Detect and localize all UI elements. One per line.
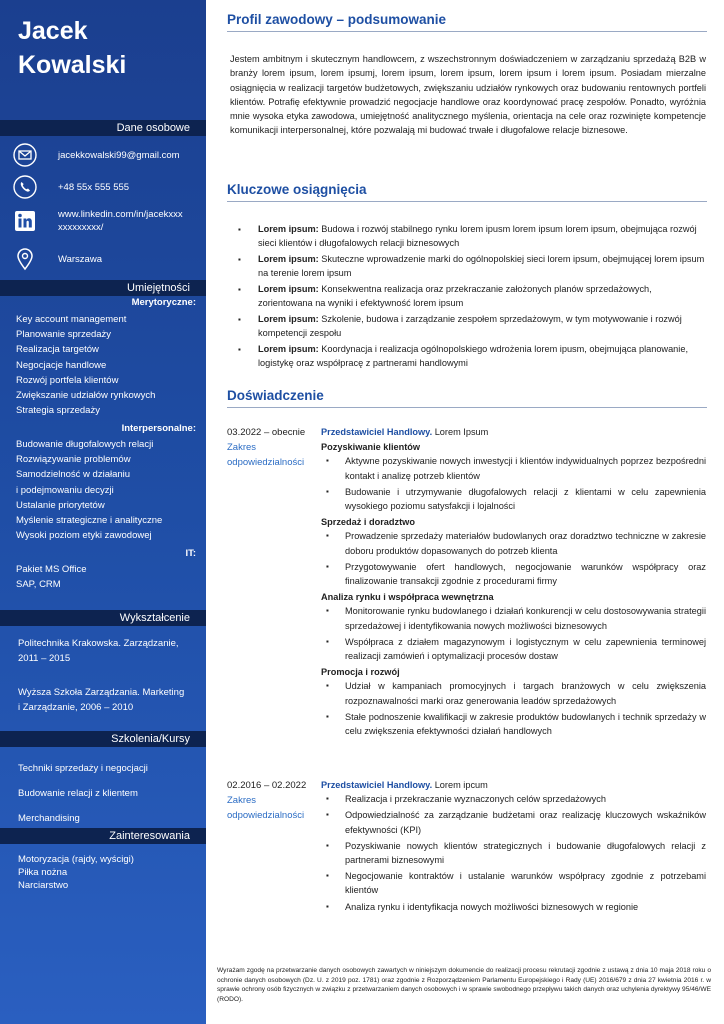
duty-item: ▪ Aktywne pozyskiwanie nowych inwestycji i klientów indywidualnych poprzez bezpośredni kontakt i analizę potrzeb klientów bbox=[321, 454, 706, 482]
interest-item: Narciarstwo bbox=[18, 880, 69, 891]
achievement-item: ▪ Lorem ipsum: Konsekwentna realizacja oraz przekraczanie założonych planów sprzedażowych, zorientowana na wyniki i efektywność lorem ipsum bbox=[236, 283, 706, 310]
skill-item: Planowanie sprzedaży bbox=[16, 329, 112, 341]
job1-category: Promocja i rozwój bbox=[321, 667, 400, 678]
course-item: Merchandising bbox=[18, 813, 80, 824]
achievement-item: ▪ Lorem ipsum: Koordynacja i realizacja ogólnopolskiego wdrożenia lorem ipusm, obejmująca planowanie, logistykę oraz współpracę z partnerami handlowymi bbox=[236, 343, 706, 370]
job1-category: Analiza rynku i współpraca wewnętrzna bbox=[321, 592, 494, 603]
skill-item: Wysoki poziom etyki zawodowej bbox=[16, 530, 152, 542]
duty-item: ▪ Realizacja i przekraczanie wyznaczonych celów sprzedażowych bbox=[321, 792, 706, 806]
education-section-title: Wykształcenie bbox=[0, 610, 206, 626]
skill-item: Negocjacje handlowe bbox=[16, 359, 107, 371]
skill-item: Realizacja targetów bbox=[16, 344, 99, 356]
interest-item: Piłka nożna bbox=[18, 867, 68, 878]
merit-skills-list bbox=[16, 312, 155, 418]
duty-item: ▪ Udział w kampaniach promocyjnych i targach branżowych w celu zwiększenia rozpoznawalności marki oraz generowania leadów sprzedażowych bbox=[321, 679, 706, 707]
city-row bbox=[12, 246, 102, 272]
job2-role: Przedstawiciel Handlowy. Lorem ipcum bbox=[321, 780, 488, 790]
profile-heading: Profil zawodowy – podsumowanie bbox=[227, 12, 707, 32]
duty-item: ▪ Analiza rynku i identyfikacja nowych możliwości biznesowych w regionie bbox=[321, 900, 706, 914]
achievement-item: ▪ Lorem ipsum: Szkolenie, budowa i zarządzanie zespołem sprzedażowym, w tym motywowanie i rozwój kompetencji zespołu bbox=[236, 313, 706, 340]
linkedin-text[interactable]: www.linkedin.com/in/jacekxxx xxxxxxxxx/ bbox=[58, 209, 183, 233]
skill-item: Zwiększanie udziałów rynkowych bbox=[16, 390, 156, 402]
skill-item: Pakiet MS Office bbox=[16, 564, 87, 575]
phone-text[interactable]: +48 55x 555 555 bbox=[58, 181, 130, 193]
job1-dates: 03.2022 – obecnie Zakres odpowiedzialności bbox=[227, 427, 306, 468]
education-item: Wyższa Szkoła Zarządzania. Marketing i Zarządzanie, 2006 – 2010 bbox=[18, 687, 185, 713]
courses-list bbox=[18, 756, 148, 831]
duty-item: ▪ Odpowiedzialność za zarządzanie budżetami oraz realizację kluczowych wskaźników efektywności (KPI) bbox=[321, 808, 706, 836]
skill-item: i podejmowaniu decyzji bbox=[16, 484, 114, 496]
interest-item: Motoryzacja (rajdy, wyścigi) bbox=[18, 854, 134, 865]
duty-item: ▪ Przygotowywanie ofert handlowych, negocjowanie warunków współpracy oraz finalizowanie transakcji zgodnie z procedurami firmy bbox=[321, 560, 706, 588]
job1-category: Sprzedaż i doradztwo bbox=[321, 517, 415, 528]
city-text: Warszawa bbox=[58, 253, 102, 265]
interests-section-title: Zainteresowania bbox=[0, 828, 206, 844]
inter-skills-list bbox=[16, 437, 162, 543]
personal-section-title: Dane osobowe bbox=[0, 120, 206, 136]
education-item: Politechnika Krakowska. Zarządzanie, 2011 – 2015 bbox=[18, 638, 179, 664]
course-item: Budowanie relacji z klientem bbox=[18, 788, 138, 799]
skill-item: Myślenie strategiczne i analityczne bbox=[16, 515, 163, 527]
skill-item: Rozwój portfela klientów bbox=[16, 374, 119, 386]
duty-item: ▪ Pozyskiwanie nowych klientów strategicznych i budowanie długofalowych relacji z partnerami biznesowymi bbox=[321, 839, 706, 867]
sidebar bbox=[0, 0, 206, 1024]
duty-item: ▪ Budowanie i utrzymywanie długofalowych relacji z klientami w celu zapewnienia wysokiego poziomu satysfakcji i lojalności bbox=[321, 485, 706, 513]
duty-item: ▪ Stałe podnoszenie kwalifikacji w zakresie produktów budowlanych i technik sprzedaży w celu zwiększenia efektywności działań handlowych bbox=[321, 710, 706, 738]
candidate-name: Jacek Kowalski bbox=[18, 17, 127, 79]
skill-item: Ustalanie priorytetów bbox=[16, 499, 105, 511]
gdpr-consent-clause: Wyrażam zgodę na przetwarzanie danych osobowych zawartych w niniejszym dokumencie do realizacji procesu rekrutacji zgodnie z ustawą z dnia 10 maja 2018 roku o ochronie danych osobowych (Dz. U. z 2019 poz. 1781) oraz zgodnie z Rozporządzeniem Parlamentu Europejskiego i Rady (UE) 2016/679 z dnia 27 kwietnia 2016 r. w sprawie ochrony osób fizycznych w związku z przetwarzaniem danych osobowych i w sprawie swobodnego przepływu takich danych oraz uchylenia dyrektywy 95/46/WE (RODO). bbox=[217, 967, 711, 1003]
phone-icon bbox=[12, 174, 38, 200]
email-row[interactable] bbox=[12, 142, 180, 168]
job1-role: Przedstawiciel Handlowy. Lorem Ipsum bbox=[321, 427, 489, 437]
skill-item: Key account management bbox=[16, 314, 127, 325]
email-text[interactable]: jacekkowalski99@gmail.com bbox=[58, 149, 180, 161]
experience-heading: Doświadczenie bbox=[227, 388, 707, 408]
duty-item: ▪ Prowadzenie sprzedaży materiałów budowlanych oraz doradztwo techniczne w zakresie doboru produktów dopasowanych do potrzeb klienta bbox=[321, 529, 706, 557]
courses-section-title: Szkolenia/Kursy bbox=[0, 731, 206, 747]
skills-section-title: Umiejętności bbox=[0, 280, 206, 296]
achievements-heading: Kluczowe osiągnięcia bbox=[227, 182, 707, 202]
job2-dates: 02.2016 – 02.2022 Zakres odpowiedzialności bbox=[227, 780, 307, 821]
duty-item: ▪ Negocjowanie kontraktów i ustalanie warunków współpracy zgodnie z potrzebami klientów bbox=[321, 869, 706, 897]
skill-item: SAP, CRM bbox=[16, 579, 61, 591]
it-subtitle: IT: bbox=[185, 548, 196, 559]
achievements-list bbox=[236, 223, 706, 373]
skill-item: Rozwiązywanie problemów bbox=[16, 454, 131, 466]
phone-row[interactable] bbox=[12, 174, 129, 200]
envelope-icon bbox=[12, 142, 38, 168]
duty-item: ▪ Współpraca z działem magazynowym i logistycznym w celu zapewnienia terminowej realizacji zamówień i optymalizacji procesów dostaw bbox=[321, 635, 706, 663]
skill-item: Samodzielność w działaniu bbox=[16, 469, 131, 481]
duty-item: ▪ Monitorowanie rynku budowlanego i działań konkurencji w celu dostosowywania strategii sprzedażowej i identyfikowania nowych możliwości biznesowych bbox=[321, 604, 706, 632]
course-item: Techniki sprzedaży i negocjacji bbox=[18, 763, 148, 774]
linkedin-row[interactable] bbox=[12, 208, 183, 234]
skill-item: Budowanie długofalowych relacji bbox=[16, 439, 154, 450]
job1-category: Pozyskiwanie klientów bbox=[321, 442, 421, 453]
merit-subtitle: Merytoryczne: bbox=[131, 297, 196, 308]
it-skills-list bbox=[16, 562, 87, 592]
location-pin-icon bbox=[12, 246, 38, 272]
interests-list bbox=[18, 853, 134, 892]
profile-text: Jestem ambitnym i skutecznym handlowcem, z wszechstronnym doświadczeniem w zarządzaniu sprzedażą B2B w branży lorem ipsum, lorem ipsumj, lorem ipsum, lorem ipsum, lorem ipsum i lorem ipsum. Posiadam mierzalne osiągnięcia w realizacji targetów budżetowych, zwiększaniu udziałów rynkowych oraz budowaniu rentownych portfeli klientów. Potrafię efektywnie prowadzić negocjacje handlowe oraz koordynować pracę zespołów. Ponadto, wyróżnia mnie wysoka etyka zawodowa, umiejętność analitycznego myślenia, orientacja na cele oraz rozwinięte kompetencje komunikacji interpersonalnej, które pozwalają mi budować trwałe i długofalowe relacje biznesowe. bbox=[230, 54, 706, 136]
inter-subtitle: Interpersonalne: bbox=[121, 423, 196, 434]
achievement-item: ▪ Lorem ipsum: Budowa i rozwój stabilnego rynku lorem ipusm lorem ipsum lorem ipsum, obejmująca rozwój sieci klientów i długofalowych relacji biznesowych bbox=[236, 223, 706, 250]
job1-details bbox=[321, 425, 706, 740]
job2-details bbox=[321, 778, 706, 916]
achievement-item: ▪ Lorem ipsum: Skuteczne wprowadzenie marki do ogólnopolskiej sieci lorem ipsum, obejmującej lorem ipsum na terenie lorem ipsum bbox=[236, 253, 706, 280]
linkedin-icon bbox=[12, 208, 38, 234]
skill-item: Strategia sprzedaży bbox=[16, 405, 100, 417]
